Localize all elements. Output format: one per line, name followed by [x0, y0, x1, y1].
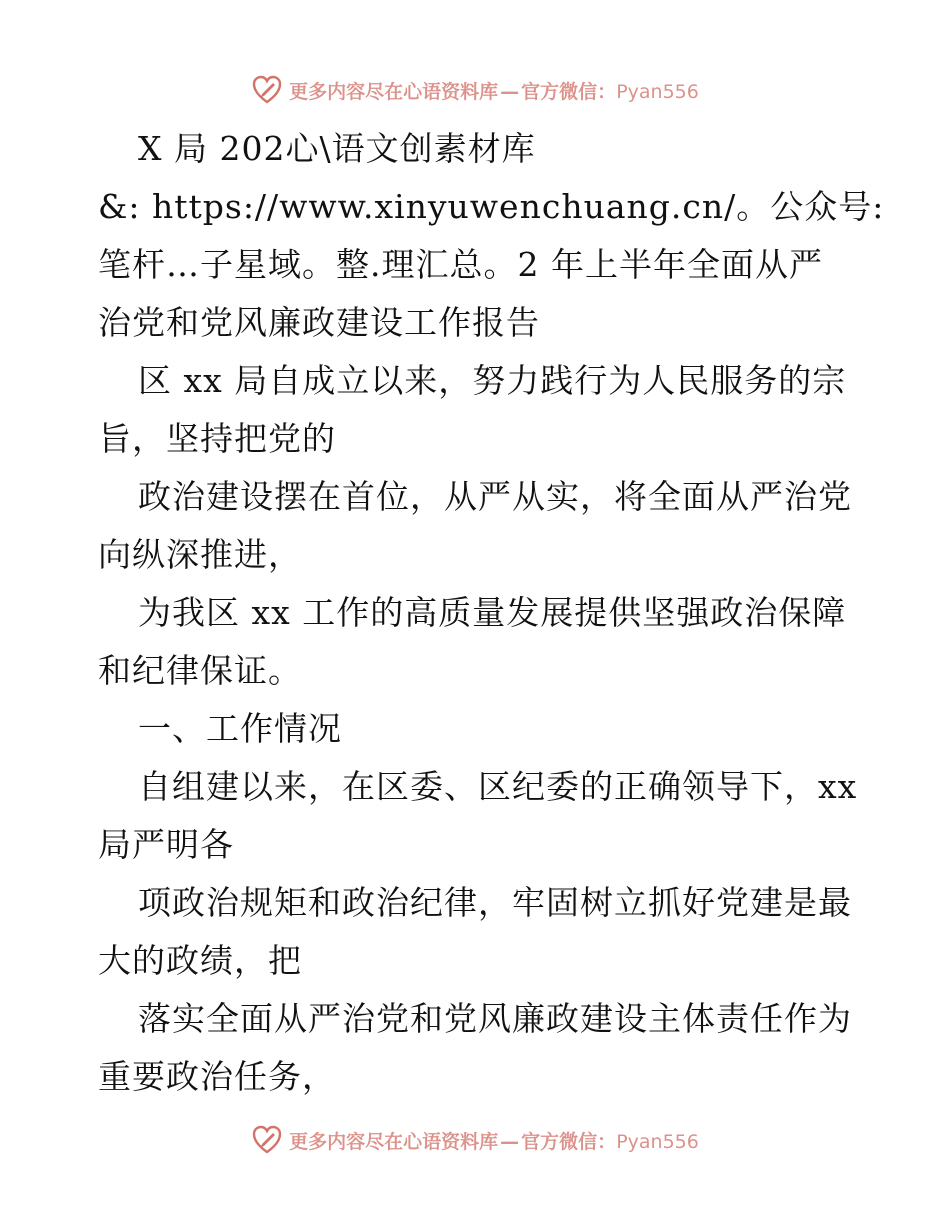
doc-line: 治党和党风廉政建设工作报告 — [98, 303, 540, 342]
section-heading: 一、工作情况 — [138, 709, 342, 748]
doc-line: 和纪律保证。 — [98, 651, 302, 690]
doc-line: X 局 202心\语文创素材库 — [138, 129, 536, 168]
watermark-dash: — — [500, 1130, 520, 1153]
heart-pen-logo-icon — [251, 74, 283, 106]
doc-line: 大的政绩，把 — [98, 941, 302, 980]
doc-line: 项政治规矩和政治纪律，牢固树立抓好党建是最 — [138, 883, 852, 922]
watermark-wechat-id: Pyan556 — [616, 80, 699, 103]
watermark-banner-bottom — [0, 1120, 950, 1160]
watermark-dash: — — [500, 80, 520, 103]
document-body — [98, 120, 885, 1106]
doc-line: 区 xx 局自成立以来，努力践行为人民服务的宗 — [138, 361, 847, 400]
doc-line: 局严明各 — [98, 825, 234, 864]
doc-line: 政治建设摆在首位，从严从实，将全面从严治党 — [138, 477, 852, 516]
doc-line: 落实全面从严治党和党风廉政建设主体责任作为 — [138, 999, 852, 1038]
watermark-wechat-label: 官方微信： — [521, 80, 617, 103]
doc-line: 重要政治任务， — [98, 1057, 336, 1096]
watermark-text — [289, 1127, 699, 1154]
doc-line: 向纵深推进， — [98, 535, 302, 574]
doc-line: 为我区 xx 工作的高质量发展提供坚强政治保障 — [138, 593, 847, 632]
watermark-main-text: 更多内容尽在心语资料库 — [289, 80, 499, 103]
watermark-wechat-id: Pyan556 — [616, 1130, 699, 1153]
doc-line: 自组建以来，在区委、区纪委的正确领导下，xx — [138, 767, 858, 806]
heart-pen-logo-icon — [251, 1124, 283, 1156]
watermark-text — [289, 77, 699, 104]
doc-line: &: https://www.xinyuwenchuang.cn/。公众号: — [98, 187, 885, 226]
doc-line: 旨，坚持把党的 — [98, 419, 336, 458]
watermark-banner-top — [0, 70, 950, 110]
watermark-main-text: 更多内容尽在心语资料库 — [289, 1130, 499, 1153]
watermark-wechat-label: 官方微信： — [521, 1130, 617, 1153]
doc-line: 笔杆…子星域。整.理汇总。2 年上半年全面从严 — [98, 245, 823, 284]
